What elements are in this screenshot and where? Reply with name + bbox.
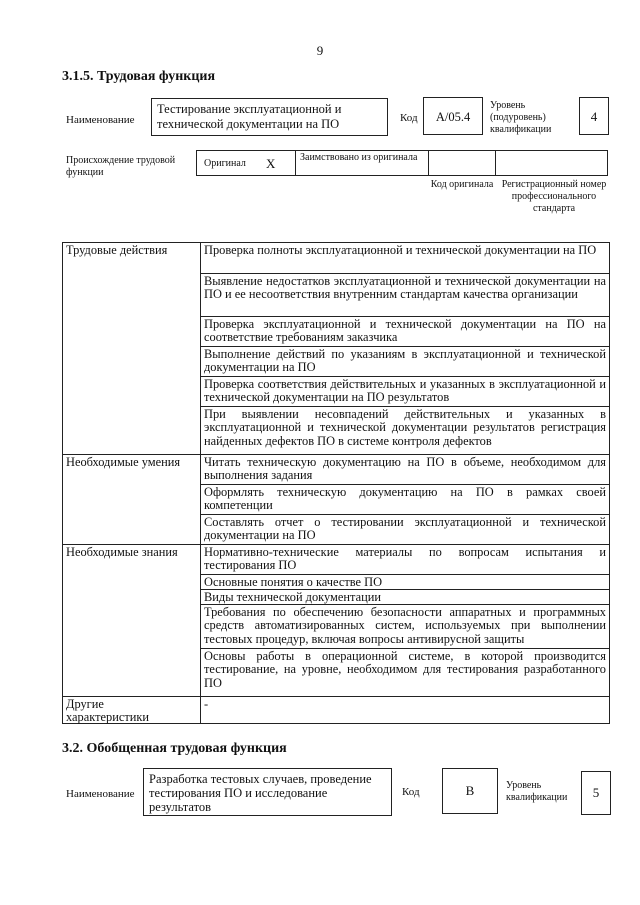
level-value: 4 — [590, 109, 598, 124]
group-label-knowledge: Необходимые знания — [66, 545, 178, 559]
table-row: Проверка полноты эксплуатационной и технической документации на ПО — [204, 243, 597, 257]
code-original-label: Код оригинала — [430, 179, 494, 190]
name-value: Тестирование эксплуатационной и технической документации на ПО — [157, 102, 342, 131]
original-label: Оригинал — [204, 158, 246, 169]
level-field-2 — [581, 771, 611, 815]
section-heading-2: 3.2. Обобщенная трудовая функция — [62, 741, 287, 756]
table-row: Выполнение действий по указаниям в эксплуатационной и технической документации на ПО — [204, 347, 606, 375]
group-label-other: Другие характеристики — [66, 697, 150, 725]
table-row: Оформлять техническую документацию на ПО в рамках своей компетенции — [204, 485, 606, 513]
table-row: Требования по обеспечению безопасности аппаратных и программных средств автоматизированных систем, используемых при выполнении тестовых процедур, включая вопросы антивирусной защиты — [204, 605, 606, 646]
level-field — [579, 97, 609, 135]
table-row: Выявление недостатков эксплуатационной и технической документации на ПО и ее несоответствия внутренним стандартам качества организации — [204, 274, 606, 302]
code-label-2: Код — [402, 786, 420, 798]
table-row: Основные понятия о качестве ПО — [204, 575, 383, 589]
table-row: Нормативно-технические материалы по вопросам испытания и тестирования ПО — [204, 545, 606, 573]
table-row: Виды технической документации — [204, 590, 381, 604]
origin-label: Происхождение трудовой функции — [66, 155, 176, 178]
code-field-2 — [442, 768, 498, 814]
code-value-2: B — [465, 783, 475, 798]
name-field — [151, 98, 388, 136]
name-field-2 — [143, 768, 392, 816]
table-row: Составлять отчет о тестировании эксплуатационной и технической документации на ПО — [204, 515, 606, 543]
table-row: Проверка эксплуатационной и технической документации на ПО на соответствие требованиям заказчика — [204, 317, 606, 345]
table-row: - — [204, 697, 209, 711]
table-row: Читать техническую документацию на ПО в объеме, необходимом для выполнения задания — [204, 455, 606, 483]
group-label-skills: Необходимые умения — [66, 455, 181, 469]
section-heading: 3.1.5. Трудовая функция — [62, 69, 216, 84]
original-mark: X — [266, 156, 276, 171]
reg-number-label: Регистрационный номер профессионального стандарта — [501, 179, 607, 214]
group-label-actions: Трудовые действия — [66, 243, 168, 257]
code-label: Код — [400, 112, 418, 124]
borrowed-label: Заимствовано из оригинала — [300, 152, 418, 163]
name-value-2: Разработка тестовых случаев, проведение тестирования ПО и исследование результатов — [149, 772, 372, 814]
level-label: Уровень (подуровень) квалификации — [490, 100, 552, 135]
table-row: Проверка соответствия действительных и указанных в эксплуатационной и технической документации на ПО результатов — [204, 377, 606, 405]
name-label-2: Наименование — [66, 788, 135, 800]
table-row: При выявлении несовпадений действительных и указанных в эксплуатационной и технической документации результатов регистрация найденных дефектов ПО в системе контроля дефектов — [204, 407, 606, 448]
code-value: A/05.4 — [435, 110, 471, 124]
level-label-2: Уровень квалификации — [506, 780, 568, 803]
table-row: Основы работы в операционной системе, в которой производится тестирование, на уровне, необходимом для тестирования разработанного ПО — [204, 649, 606, 690]
code-field — [423, 97, 483, 135]
level-value-2: 5 — [592, 785, 600, 800]
name-label: Наименование — [66, 114, 135, 126]
page-number: 9 — [316, 43, 324, 58]
